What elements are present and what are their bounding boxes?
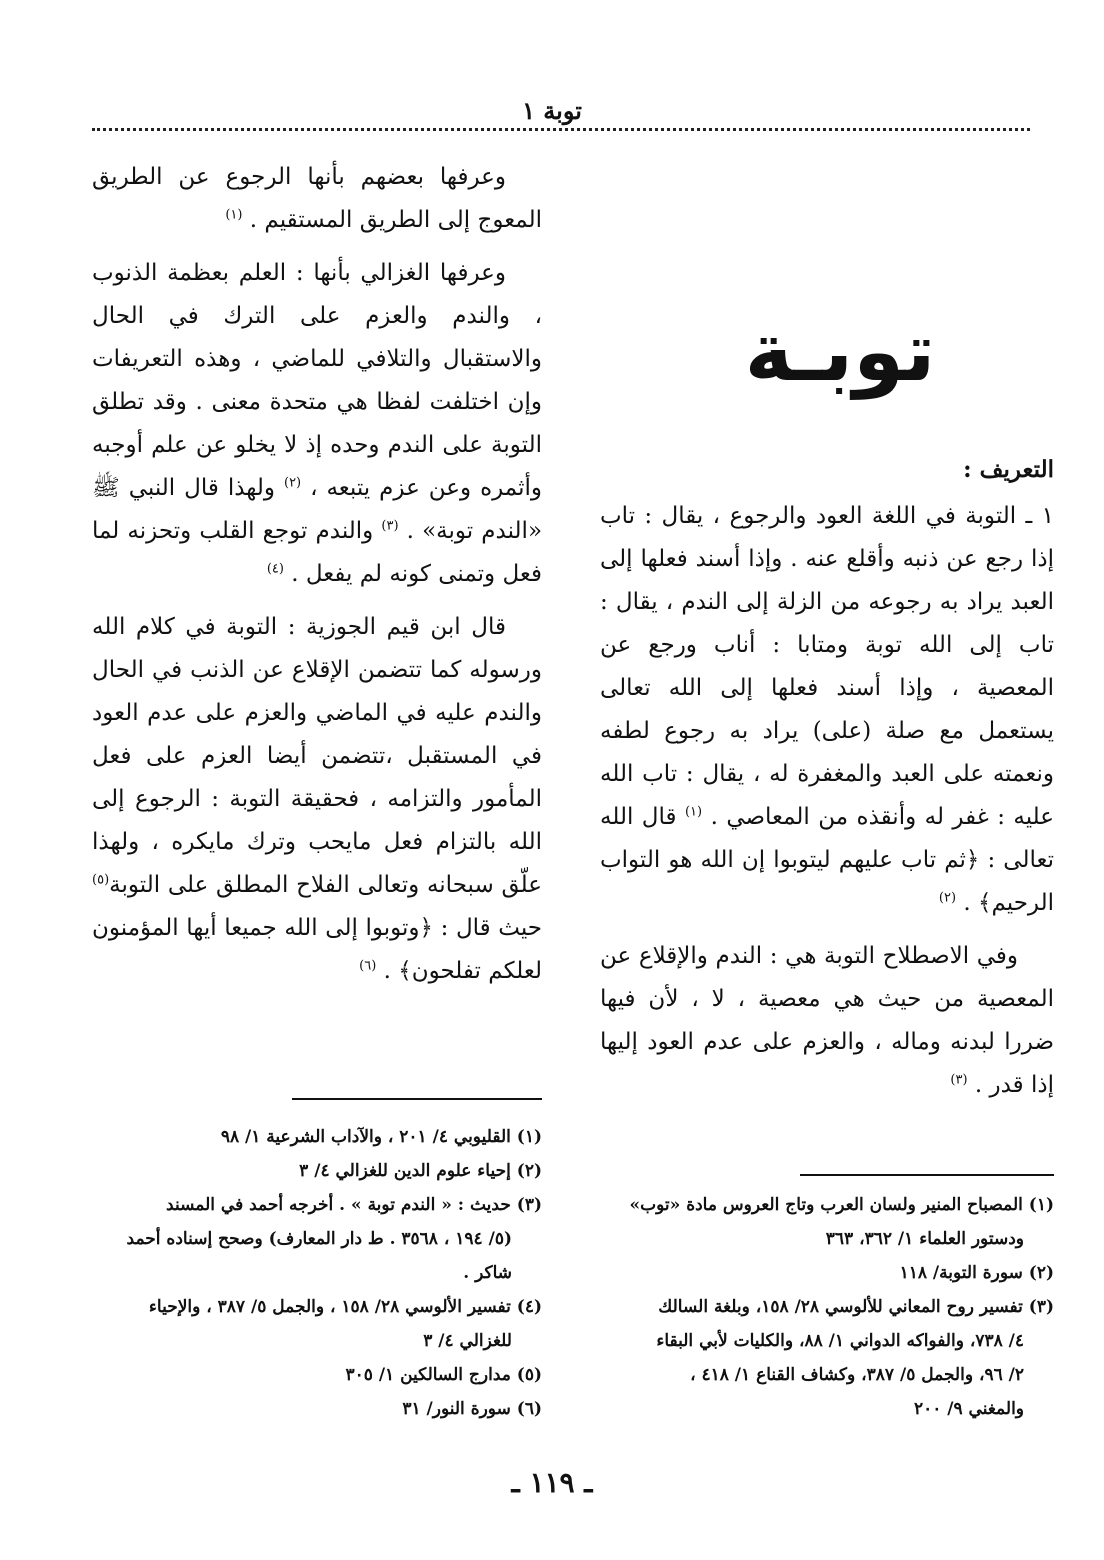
footnotes-left [92, 1120, 542, 1426]
footnotes-right [600, 1188, 1054, 1426]
paragraph-text: والندم توجع القلب وتحزنه لما فعل وتمنى كونه لم يفعل . [92, 518, 542, 587]
footnote-ref: (٣) [950, 1072, 968, 1088]
footnote-continuation: ودستور العلماء ١/ ٣٦٢، ٣٦٣ [825, 1229, 1024, 1249]
footnote-continuation: شاكر . [463, 1263, 512, 1283]
paragraph-text: وفي الاصطلاح التوبة هي : الندم والإقلاع عن المعصية من حيث هي معصية ، لا ، لأن فيها ضررا لبدنه وماله ، والعزم على عدم العود إليها إذا قدر . [600, 943, 1054, 1098]
footnote-continuation: ٤/ ٧٣٨، والفواكه الدواني ١/ ٨٨، والكليات لأبي البقاء [656, 1331, 1024, 1351]
paragraph-text: ولهذا قال النبي ﷺ «الندم توبة» . [92, 475, 543, 544]
footnote-ref: (٢) [283, 475, 302, 491]
paragraph-text: وعرفها الغزالي بأنها : العلم بعظمة الذنوب ، والندم والعزم على الترك في الحال والاستقبال والتلافي للماضي ، وهذه التعريفات وإن اختلفت لفظا هي متحدة معنى . وقد تطلق التوبة على الندم وحده إذ لا يخلو عن علم أوجبه وأثمره وعن عزم يتبعه ، [92, 260, 543, 501]
paragraph-text: قال الله تعالى : ﴿ثم تاب عليهم ليتوبوا إن الله هو التواب الرحيم﴾ . [600, 804, 1054, 916]
paragraph-text: حيث قال : ﴿وتوبوا إلى الله جميعا أيها المؤمنون لعلكم تفلحون﴾ . [92, 915, 542, 984]
footnote-ref: (٦) [359, 958, 377, 974]
footnote: (٤) تفسير الألوسي ٢٨/ ١٥٨ ، والجمل ٥/ ٣٨٧ ، والإحياء [148, 1297, 542, 1317]
terminology-paragraph [600, 935, 1054, 1107]
footnote: (٣) حديث : « الندم توبة » . أخرجه أحمد في المسند [166, 1195, 542, 1215]
entry-title: توبـة [744, 305, 936, 400]
footnote: (٣) تفسير روح المعاني للألوسي ٢٨/ ١٥٨، وبلغة السالك [658, 1297, 1054, 1317]
header-dotted-rule [92, 128, 1030, 131]
footnote-ref: (٣) [381, 518, 399, 534]
footnote: (١) القليوبي ٤/ ٢٠١ ، والآداب الشرعية ١/ ٩٨ [220, 1127, 542, 1147]
footnote: (٦) سورة النور/ ٣١ [402, 1399, 542, 1419]
paragraph-text: قال ابن قيم الجوزية : التوبة في كلام الله ورسوله كما تتضمن الإقلاع عن الذنب في الحال والندم عليه في الماضي والعزم على عدم العود في المستقبل ،تتضمن أيضا العزم على فعل المأمور والتزامه ، فحقيقة التوبة : الرجوع إلى الله بالتزام فعل مايحب وترك مايكره ، ولهذا علّق سبحانه وتعالى الفلاح المطلق على التوبة [92, 614, 542, 898]
footnote-continuation: (٥/ ١٩٤ ، ٣٥٦٨ . ط دار المعارف) وصحح إسناده أحمد [126, 1229, 512, 1249]
left-column-body [92, 156, 542, 1003]
footnote-rule-right [800, 1174, 1054, 1176]
footnote-ref: (١) [684, 804, 703, 820]
footnote-ref: (١) [225, 207, 243, 223]
running-title: توبة ١ [522, 96, 582, 125]
footnote-ref: (٥) [92, 872, 110, 888]
paragraph-text: وعرفها بعضهم بأنها الرجوع عن الطريق المعوج إلى الطريق المستقيم . [92, 164, 542, 233]
footnote: (٥) مدارج السالكين ١/ ٣٠٥ [345, 1365, 542, 1385]
footnote: (٢) سورة التوبة/ ١١٨ [899, 1263, 1054, 1283]
ibn-qayyim-paragraph [92, 606, 542, 993]
footnote-rule-left [292, 1098, 542, 1100]
paragraph [92, 156, 542, 242]
footnote: (٢) إحياء علوم الدين للغزالي ٤/ ٣ [299, 1161, 542, 1181]
footnote-continuation: للغزالي ٤/ ٣ [423, 1331, 512, 1351]
right-column-body [600, 448, 1054, 1117]
footnote: (١) المصباح المنير ولسان العرب وتاج العروس مادة «توب» [629, 1195, 1054, 1215]
page-number: ـ ١١٩ ـ [511, 1466, 593, 1499]
section-heading: التعريف : [963, 456, 1054, 483]
ghazali-paragraph [92, 252, 542, 596]
definition-paragraph [600, 495, 1054, 925]
paragraph-text: ١ ـ التوبة في اللغة العود والرجوع ، يقال : تاب إذا رجع عن ذنبه وأقلع عنه . وإذا أسند فعلها إلى العبد يراد به رجوعه من الزلة إلى الندم ، يقال : تاب إلى الله توبة ومتابا : أناب ورجع عن المعصية ، وإذا أسند فعلها إلى الله تعالى يستعمل مع صلة (على) يراد به رجوع لطفه ونعمته على العبد والمغفرة له ، يقال : تاب الله عليه : غفر له وأنقذه من المعاصي . [600, 503, 1055, 830]
footnote-continuation: ٢/ ٩٦، والجمل ٥/ ٣٨٧، وكشاف القناع ١/ ٤١٨ ، [690, 1365, 1024, 1385]
footnote-ref: (٢) [938, 890, 957, 906]
footnote-continuation: والمغني ٩/ ٢٠٠ [913, 1399, 1024, 1419]
footnote-ref: (٤) [266, 561, 284, 577]
